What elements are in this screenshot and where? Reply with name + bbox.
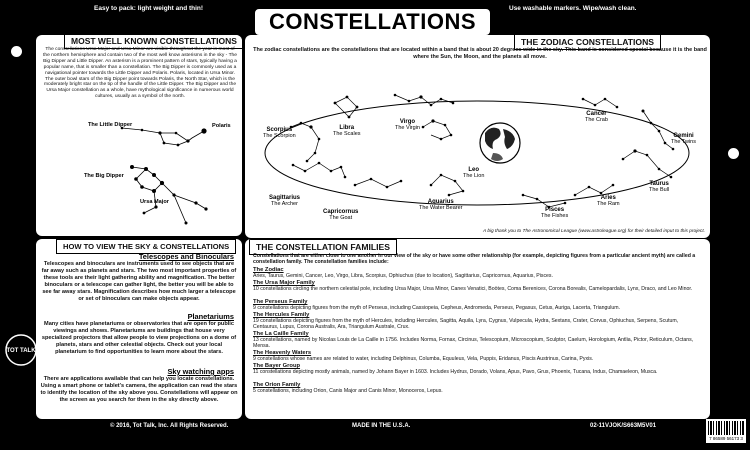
family-heavenly-waters: The Heavenly Waters 9 constellations whose names are related to water, including Delphinus, Columba, Equuleus, Vela, Puppis, Eridanus, Piscis Austrinus, Carina, Pyxis. [253, 350, 594, 363]
family-orion: The Orion Family 5 constellations, including Orion, Canis Major and Canis Minor, Monoceros, Lepus. [253, 382, 443, 395]
family-perseus: The Perseus Family 9 constellations depicting figures from the myth of Perseus, including Cassiopeia, Cepheus, Andromeda, Perseus, Pegasus, Cetus, Auriga, Lacerta, Triangulum. [253, 299, 621, 312]
zodiac-label-sagittarius: Sagittarius The Archer [269, 195, 301, 207]
zodiac-label-libra: Libra The Scales [333, 125, 361, 137]
tot-talk-logo [4, 333, 38, 367]
how-to-view-heading: HOW TO VIEW THE SKY & CONSTELLATIONS [56, 239, 236, 254]
barcode-number: 7 86589 56173 3 [709, 436, 743, 441]
zodiac-label-aries: Aries The Ram [597, 195, 620, 207]
zodiac-credit: A big thank you to The Astronomical League (www.astroleague.org) for their detailed input to this project. [482, 229, 705, 234]
big-dipper-label: The Big Dipper [84, 173, 124, 179]
planetariums-text: Many cities have planetariums or observatories that are open for public viewings and shows. Planetariums are buildings that house very specialized projectors that allow people to view projections on a dome of planets, stars and other celestial objects. Check out your local planetarium to find opportunities to learn more about the stars. [41, 321, 237, 356]
apps-text: There are applications available that can help you locate constellations. Using a smart phone or tablet's camera, the application can read the stars to identify the location of the sky above you. Constellations will appear on the screen as you search for them in the sky directly above. [40, 376, 238, 404]
zodiac-label-taurus: Taurus The Bull [649, 181, 670, 193]
polaris-label: Polaris [212, 123, 231, 129]
apps-title: Sky watching apps [167, 367, 234, 376]
zodiac-label-capricornus: Capricornus The Goat [323, 209, 359, 221]
earth-icon [480, 123, 520, 163]
families-intro: Constellations that are either close to one another in our view of the sky or have some other relationship (for example, depicting figures from a particular ancient myth) are called a constellation family. The constellation families include: [253, 253, 696, 266]
dipper-star-chart [36, 35, 242, 236]
copyright-text: © 2016, Tot Talk, Inc. All Rights Reserved. [110, 423, 229, 429]
barcode-bars [708, 421, 744, 435]
page-title: CONSTELLATIONS [268, 9, 477, 34]
well-known-text: The constellations Ursa Major and Ursa Minor are visible throughout the year in most of the northern hemisphere and contain two of the most well know asterisms in the sky - The Big Dipper and Little Dipper. An asterism is a prominent pattern of stars, typically having a popular name, that is smaller than a constellation. The Big Dipper is commonly used as a navigational pointer towards the Little Dipper and Polaris. Polaris, located in Ursa Minor. The outer bowl stars of the Big Dipper point towards Polaris, the North Star, which is the moderately bright star on the tip of the handle of the Little Dipper. The Big Dipper and the Ursa Major constellation as a whole, have mythological significance in numerous world cultures, usually as a symbol of the north. [43, 47, 237, 100]
product-code: 02-11VJOK/S663M5V01 [590, 423, 657, 429]
zodiac-label-cancer: Cancer The Crab [585, 111, 608, 123]
zodiac-panel [245, 35, 710, 238]
markers-tagline: Use washable markers. Wipe/wash clean. [509, 5, 637, 12]
zodiac-label-scorpius: Scorpius The Scorpion [263, 127, 296, 139]
smiley-icon-right [726, 146, 741, 161]
family-ursa-major: The Ursa Major Family 10 constellations circling the northern celestial pole, including Ursa Major, Ursa Minor, Canes Venatici, Boötes, Coma Berenices, Corona Borealis, Camelopardalis, Lynx, Draco, and Leo Minor. [253, 280, 693, 293]
pack-tagline: Easy to pack: light weight and thin! [94, 5, 204, 12]
tot-talk-logo-text: TOT TALK [6, 348, 36, 354]
smiley-icon-left [9, 44, 24, 59]
family-hercules: The Hercules Family 19 constellations depicting figures from the myth of Hercules, including Hercules, Sagitta, Aquila, Lyra, Cygnus, Vulpecula, Hydra, Sextans, Crater, Corvus, Ophiuchus, Serpens, Scutum, Centaurus, Lupus, Corona Australis, Ara, Triangulum Australe, Crux. [253, 312, 679, 331]
zodiac-label-aquarius: Aquarius The Water Bearer [419, 199, 463, 211]
made-in-text: MADE IN THE U.S.A. [352, 423, 411, 429]
zodiac-heading: THE ZODIAC CONSTELLATIONS [514, 35, 661, 50]
zodiac-label-leo: Leo The Lion [463, 167, 485, 179]
zodiac-label-virgo: Virgo The Virgin [395, 119, 420, 131]
family-bayer: The Bayer Group 11 constellations depicting mostly animals, named by Johann Bayer in 1603. Includes Hydrus, Dorado, Volans, Apus, Pavo, Grus, Phoenix, Tucana, Indus, Chamaeleon, Musca. [253, 363, 658, 376]
title-box [255, 9, 490, 35]
zodiac-label-gemini: Gemini The Twins [671, 133, 696, 145]
family-la-caille: The La Caille Family 13 constellations, named by Nicolas Louis de La Caille in 1756. Includes Norma, Fornax, Circinus, Telescopium, Microscopium, Sculptor, Caelum, Horologium, Antlia, Pictor, Reticulum, Octans, Mensa. [253, 331, 694, 350]
family-zodiac: The Zodiac Aries, Taurus, Gemini, Cancer, Leo, Virgo, Libra, Scorpius, Ophiuchus (due to location), Sagittarius, Capricornus, Aquarius, Pisces. [253, 267, 553, 280]
families-heading: THE CONSTELLATION FAMILIES [249, 239, 397, 255]
telescopes-text: Telescopes and binoculars are instruments used to see objects that are far away such as planets and stars. The two most important properties of these tools are their light gathering ability and magnification. The better binoculars or a telescope can gather light, the better you will be able to see far away stars. Magnification describes how much larger a telescope or set of binoculars can make objects appear. [41, 261, 237, 303]
zodiac-ecliptic-chart [245, 35, 710, 238]
how-to-view-panel [36, 239, 242, 419]
ursa-major-label: Ursa Major [140, 199, 169, 205]
families-panel [245, 239, 710, 419]
little-dipper-label: The Little Dipper [88, 122, 133, 128]
well-known-heading: MOST WELL KNOWN CONSTELLATIONS [64, 35, 242, 49]
well-known-panel [36, 35, 242, 236]
barcode [706, 419, 746, 443]
zodiac-intro: The zodiac constellations are the constellations that are located within a band that is about 20 degrees wide in the sky. This band is considered special because it is the band where the Sun, the Moon, and the planets all move. [253, 47, 707, 61]
zodiac-label-pisces: Pisces The Fishes [541, 207, 569, 219]
telescopes-title: Telescopes and Binoculars [138, 252, 234, 261]
planetariums-title: Planetariums [187, 312, 234, 321]
